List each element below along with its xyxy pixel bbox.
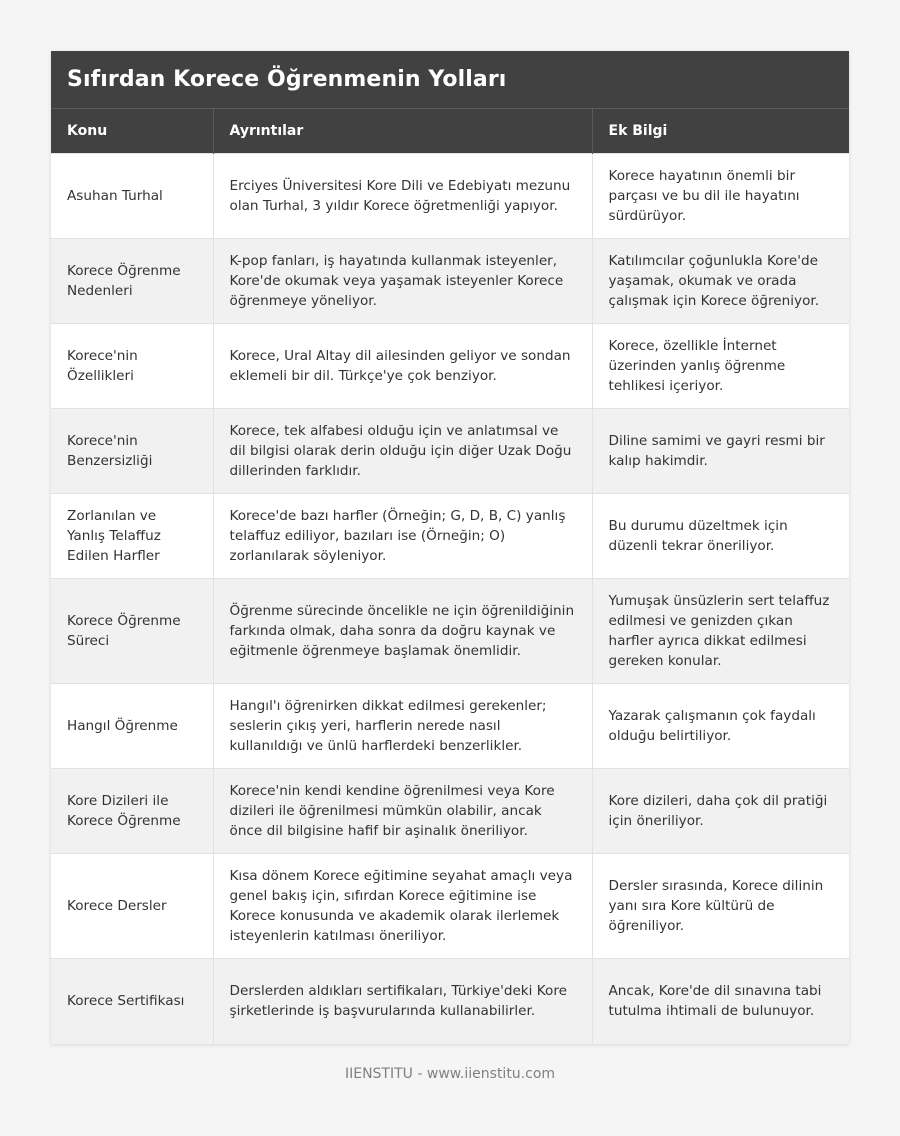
cell-ayrintilar: K-pop fanları, iş hayatında kullanmak isteyenler, Kore'de okumak veya yaşamak isteyenler Korece öğrenmeye yöneliyor. (213, 239, 592, 324)
cell-ayrintilar: Korece'nin kendi kendine öğrenilmesi veya Kore dizileri ile öğrenilmesi mümkün olabilir, ancak önce dil bilgisine hafif bir aşinalık öneriliyor. (213, 769, 592, 854)
cell-konu: Korece Dersler (51, 854, 213, 959)
cell-ek-bilgi: Ancak, Kore'de dil sınavına tabi tutulma ihtimali de bulunuyor. (592, 959, 849, 1044)
cell-ayrintilar: Korece'de bazı harfler (Örneğin; G, D, B, C) yanlış telaffuz ediliyor, bazıları ise (Örneğin; O) zorlanılarak söyleniyor. (213, 494, 592, 579)
cell-konu: Korece Öğrenme Nedenleri (51, 239, 213, 324)
cell-konu: Korece Öğrenme Süreci (51, 579, 213, 684)
cell-konu: Kore Dizileri ile Korece Öğrenme (51, 769, 213, 854)
table-row (51, 684, 849, 769)
cell-ek-bilgi: Diline samimi ve gayri resmi bir kalıp hakimdir. (592, 409, 849, 494)
content-card (51, 51, 849, 1044)
cell-ayrintilar: Derslerden aldıkları sertifikaları, Türkiye'deki Kore şirketlerinde iş başvurularında kullanabilirler. (213, 959, 592, 1044)
cell-ek-bilgi: Bu durumu düzeltmek için düzenli tekrar öneriliyor. (592, 494, 849, 579)
cell-ek-bilgi: Korece, özellikle İnternet üzerinden yanlış öğrenme tehlikesi içeriyor. (592, 324, 849, 409)
table-row (51, 579, 849, 684)
cell-ayrintilar: Öğrenme sürecinde öncelikle ne için öğrenildiğinin farkında olmak, daha sonra da doğru kaynak ve eğitmenle öğrenmeye başlamak önemlidir. (213, 579, 592, 684)
cell-konu: Asuhan Turhal (51, 154, 213, 239)
column-header-ayrintilar: Ayrıntılar (213, 109, 592, 154)
page-title: Sıfırdan Korece Öğrenmenin Yolları (51, 51, 849, 108)
cell-ek-bilgi: Korece hayatının önemli bir parçası ve bu dil ile hayatını sürdürüyor. (592, 154, 849, 239)
table-row (51, 494, 849, 579)
column-header-ek-bilgi: Ek Bilgi (592, 109, 849, 154)
cell-konu: Zorlanılan ve Yanlış Telaffuz Edilen Harfler (51, 494, 213, 579)
column-header-konu: Konu (51, 109, 213, 154)
cell-konu: Korece Sertifikası (51, 959, 213, 1044)
cell-ayrintilar: Korece, Ural Altay dil ailesinden geliyor ve sondan eklemeli bir dil. Türkçe'ye çok benziyor. (213, 324, 592, 409)
cell-ek-bilgi: Yazarak çalışmanın çok faydalı olduğu belirtiliyor. (592, 684, 849, 769)
cell-ayrintilar: Korece, tek alfabesi olduğu için ve anlatımsal ve dil bilgisi olarak derin olduğu için diğer Uzak Doğu dillerinden farklıdır. (213, 409, 592, 494)
cell-ek-bilgi: Yumuşak ünsüzlerin sert telaffuz edilmesi ve genizden çıkan harfler ayrıca dikkat edilmesi gereken konular. (592, 579, 849, 684)
cell-ek-bilgi: Kore dizileri, daha çok dil pratiği için öneriliyor. (592, 769, 849, 854)
table-row (51, 409, 849, 494)
table-header-row (51, 109, 849, 154)
cell-ayrintilar: Hangıl'ı öğrenirken dikkat edilmesi gerekenler; seslerin çıkış yeri, harflerin nerede nasıl kullanıldığı ve ünlü harflerdeki benzerlikler. (213, 684, 592, 769)
cell-ayrintilar: Kısa dönem Korece eğitimine seyahat amaçlı veya genel bakış için, sıfırdan Korece eğitimine ise Korece konusunda ve akademik olarak ilerlemek isteyenlerin katılması öneriliyor. (213, 854, 592, 959)
table-row (51, 769, 849, 854)
cell-ayrintilar: Erciyes Üniversitesi Kore Dili ve Edebiyatı mezunu olan Turhal, 3 yıldır Korece öğretmenliği yapıyor. (213, 154, 592, 239)
table-row (51, 239, 849, 324)
table-row (51, 854, 849, 959)
table-row (51, 154, 849, 239)
cell-ek-bilgi: Katılımcılar çoğunlukla Kore'de yaşamak, okumak ve orada çalışmak için Korece öğreniyor. (592, 239, 849, 324)
cell-ek-bilgi: Dersler sırasında, Korece dilinin yanı sıra Kore kültürü de öğreniliyor. (592, 854, 849, 959)
cell-konu: Hangıl Öğrenme (51, 684, 213, 769)
cell-konu: Korece'nin Benzersizliği (51, 409, 213, 494)
footer-credit: IIENSTITU - www.iienstitu.com (344, 1066, 556, 1082)
table-row (51, 324, 849, 409)
cell-konu: Korece'nin Özellikleri (51, 324, 213, 409)
info-table (51, 108, 849, 1044)
table-row (51, 959, 849, 1044)
